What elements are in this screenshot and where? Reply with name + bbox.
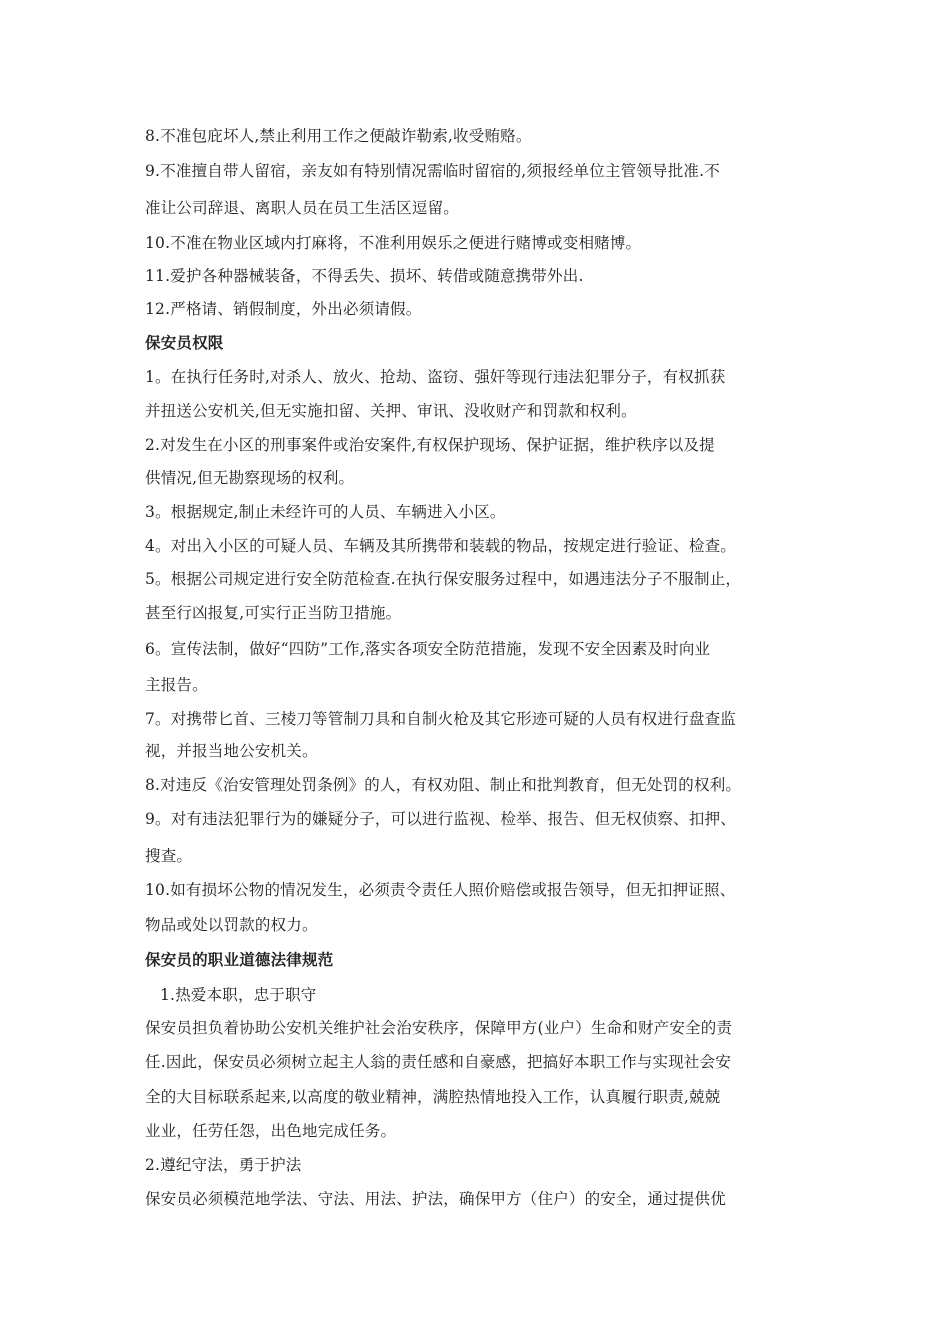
authority-line: 1。在执行任务时,对杀人、放火、抢劫、盗窃、强奸等现行违法犯罪分子，有权抓获 bbox=[145, 368, 726, 386]
ethics-line: 保安员必须模范地学法、守法、用法、护法，确保甲方（住户）的安全，通过提供优 bbox=[145, 1190, 726, 1208]
ethics-line: 业业，任劳任怨，出色地完成任务。 bbox=[145, 1122, 397, 1140]
ethics-line: 任.因此，保安员必须树立起主人翁的责任感和自豪感，把搞好本职工作与实现社会安 bbox=[145, 1053, 732, 1071]
ethics-line: 全的大目标联系起来,以高度的敬业精神，满腔热情地投入工作，认真履行职责,兢兢 bbox=[145, 1088, 721, 1106]
authority-line: 3。根据规定,制止未经许可的人员、车辆进入小区。 bbox=[145, 503, 506, 521]
authority-line: 7。对携带匕首、三棱刀等管制刀具和自制火枪及其它形迹可疑的人员有权进行盘查监 bbox=[145, 710, 736, 728]
rule-line: 11.爱护各种器械装备，不得丢失、损坏、转借或随意携带外出. bbox=[145, 267, 584, 285]
authority-line: 10.如有损坏公物的情况发生，必须责令责任人照价赔偿或报告领导，但无扣押证照、 bbox=[145, 881, 736, 899]
authority-line: 2.对发生在小区的刑事案件或治安案件,有权保护现场、保护证据，维护秩序以及提 bbox=[145, 436, 715, 454]
authority-line: 供情况,但无勘察现场的权利。 bbox=[145, 469, 355, 487]
section-heading-authority: 保安员权限 bbox=[145, 334, 224, 352]
authority-line: 搜查。 bbox=[145, 847, 193, 865]
authority-line: 物品或处以罚款的权力。 bbox=[145, 916, 318, 934]
subheading-line: 1.热爱本职，忠于职守 bbox=[160, 986, 317, 1004]
authority-line: 甚至行凶报复,可实行正当防卫措施。 bbox=[145, 604, 402, 622]
rule-line: 12.严格请、销假制度，外出必须请假。 bbox=[145, 300, 422, 318]
authority-line: 4。对出入小区的可疑人员、车辆及其所携带和装载的物品，按规定进行验证、检查。 bbox=[145, 537, 736, 555]
rule-line: 准让公司辞退、离职人员在员工生活区逗留。 bbox=[145, 199, 460, 217]
rule-line: 10.不准在物业区域内打麻将，不准利用娱乐之便进行赌博或变相赌博。 bbox=[145, 234, 642, 252]
authority-line: 9。对有违法犯罪行为的嫌疑分子，可以进行监视、检举、报告、但无权侦察、扣押、 bbox=[145, 810, 736, 828]
authority-line: 5。根据公司规定进行安全防范检查.在执行保安服务过程中，如遇违法分子不服制止， bbox=[145, 570, 742, 588]
ethics-line: 保安员担负着协助公安机关维护社会治安秩序，保障甲方(业户）生命和财产安全的责 bbox=[145, 1019, 733, 1037]
authority-line: 并扭送公安机关,但无实施扣留、关押、审讯、没收财产和罚款和权利。 bbox=[145, 402, 637, 420]
authority-line: 6。宣传法制，做好“四防”工作,落实各项安全防范措施，发现不安全因素及时向业 bbox=[145, 640, 711, 658]
subheading-line: 2.遵纪守法，勇于护法 bbox=[145, 1156, 302, 1174]
authority-line: 主报告。 bbox=[145, 676, 208, 694]
authority-line: 8.对违反《治安管理处罚条例》的人，有权劝阻、制止和批判教育，但无处罚的权利。 bbox=[145, 776, 742, 794]
rule-line: 9.不准擅自带人留宿，亲友如有特别情况需临时留宿的,须报经单位主管领导批准.不 bbox=[145, 162, 720, 180]
rule-line: 8.不准包庇坏人,禁止利用工作之便敲诈勒索,收受贿赂。 bbox=[145, 127, 532, 145]
authority-line: 视，并报当地公安机关。 bbox=[145, 742, 318, 760]
section-heading-ethics: 保安员的职业道德法律规范 bbox=[145, 951, 334, 969]
